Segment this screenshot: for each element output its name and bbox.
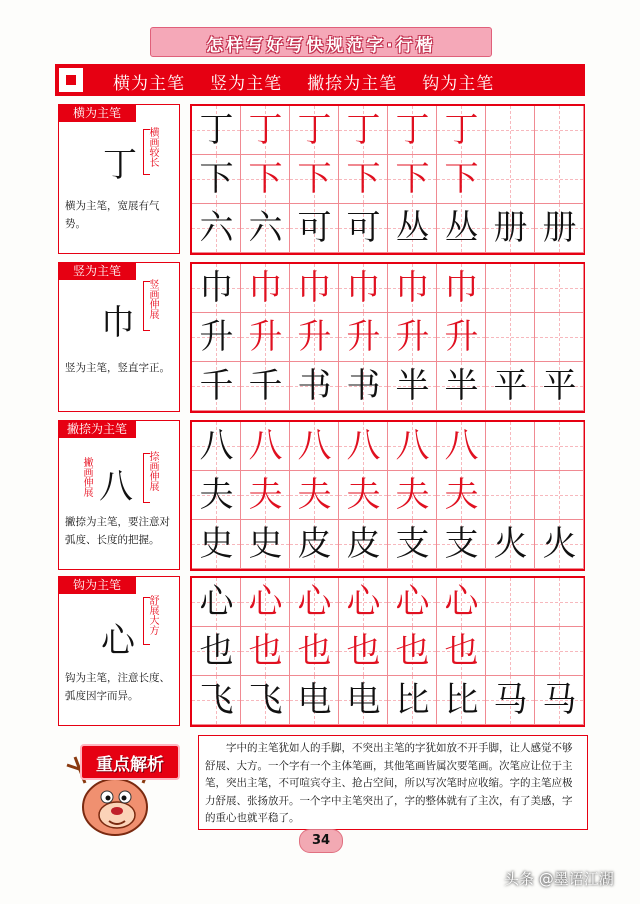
trace-char: 下 (444, 159, 479, 199)
practice-cell (535, 676, 584, 725)
practice-cell (388, 520, 437, 569)
model-char: 皮 (297, 524, 332, 564)
practice-cell (241, 422, 290, 471)
watermark: 头条 @墨语江湖 (504, 870, 614, 888)
section-topic: 撇捺为主笔 (307, 74, 398, 94)
practice-cell (290, 155, 339, 204)
practice-cell (339, 155, 388, 204)
trace-char: 丁 (346, 110, 381, 150)
model-char: 可 (297, 208, 332, 248)
practice-cell (192, 578, 241, 627)
trace-char: 夫 (248, 475, 283, 515)
model-char: 支 (395, 524, 430, 564)
model-char: 马 (542, 680, 577, 720)
practice-cell (486, 155, 535, 204)
square-bullet-icon (59, 68, 83, 92)
practice-cell (535, 106, 584, 155)
practice-cell (437, 471, 486, 520)
model-char: 半 (395, 366, 430, 406)
practice-cell (192, 520, 241, 569)
model-char: 册 (493, 208, 528, 248)
trace-char: 丁 (248, 110, 283, 150)
model-char: 史 (199, 524, 234, 564)
grid-row (192, 422, 583, 471)
section-topic: 钩为主笔 (422, 74, 495, 94)
stroke-note-left: 撇画伸展 (81, 457, 92, 497)
model-char: 飞 (248, 680, 283, 720)
practice-cell (241, 520, 290, 569)
trace-char: 八 (346, 426, 381, 466)
panel-description: 撇捺为主笔，要注意对弧度、长度的把握。 (65, 516, 170, 546)
practice-cell (241, 313, 290, 362)
practice-cell (437, 204, 486, 253)
model-char: 火 (542, 524, 577, 564)
model-char: 巾 (199, 268, 234, 308)
practice-cell (535, 627, 584, 676)
trace-char: 升 (395, 317, 430, 357)
practice-cell (290, 422, 339, 471)
practice-cell (486, 520, 535, 569)
model-char: 飞 (199, 680, 234, 720)
grid-row (192, 676, 583, 725)
practice-grid (190, 262, 585, 413)
trace-char: 心 (346, 582, 381, 622)
practice-cell (290, 264, 339, 313)
model-char: 比 (444, 680, 479, 720)
trace-char: 心 (444, 582, 479, 622)
practice-cell (339, 362, 388, 411)
practice-cell (486, 676, 535, 725)
section-topics (113, 69, 514, 94)
grid-row (192, 264, 583, 313)
grid-row (192, 106, 583, 155)
panel-description: 横为主笔，宽展有气势。 (65, 200, 160, 230)
practice-cell (535, 264, 584, 313)
practice-cell (486, 204, 535, 253)
practice-cell (241, 204, 290, 253)
model-char: 比 (395, 680, 430, 720)
practice-cell (388, 204, 437, 253)
practice-cell (535, 471, 584, 520)
practice-cell (241, 676, 290, 725)
grid-row (192, 627, 583, 676)
model-char: 书 (346, 366, 381, 406)
practice-cell (241, 471, 290, 520)
model-char: 电 (297, 680, 332, 720)
trace-char: 心 (248, 582, 283, 622)
practice-grid (190, 420, 585, 571)
model-char: 六 (248, 208, 283, 248)
trace-char: 丁 (444, 110, 479, 150)
practice-cell (192, 627, 241, 676)
practice-cell (486, 264, 535, 313)
model-char: 千 (199, 366, 234, 406)
panel-description: 钩为主笔，注意长度、弧度因字而异。 (65, 672, 170, 702)
info-panel-sweep (58, 420, 180, 570)
key-analysis-label: 重点解析 (96, 755, 164, 775)
practice-cell (437, 578, 486, 627)
practice-cell (339, 204, 388, 253)
panel-description: 竖为主笔，竖直字正。 (65, 362, 170, 374)
practice-cell (241, 264, 290, 313)
practice-cell (192, 422, 241, 471)
panel-tab: 撇捺为主笔 (58, 420, 136, 438)
practice-cell (535, 155, 584, 204)
model-char: 平 (493, 366, 528, 406)
practice-cell (388, 422, 437, 471)
model-char: 电 (346, 680, 381, 720)
practice-cell (339, 676, 388, 725)
practice-cell (339, 471, 388, 520)
practice-cell (290, 578, 339, 627)
section-topic: 横为主笔 (113, 74, 185, 94)
practice-cell (290, 627, 339, 676)
practice-cell (241, 155, 290, 204)
practice-cell (388, 362, 437, 411)
practice-cell (535, 422, 584, 471)
practice-cell (192, 313, 241, 362)
model-char: 丛 (395, 208, 430, 248)
practice-cell (241, 578, 290, 627)
practice-cell (437, 362, 486, 411)
key-analysis-badge (80, 744, 180, 780)
summary-box (198, 735, 588, 830)
practice-cell (437, 520, 486, 569)
practice-cell (535, 520, 584, 569)
panel-tab: 钩为主笔 (58, 576, 136, 594)
practice-cell (437, 106, 486, 155)
practice-grid (190, 104, 585, 255)
trace-char: 巾 (346, 268, 381, 308)
example-char: 巾 (101, 303, 135, 343)
trace-char: 下 (395, 159, 430, 199)
trace-char: 也 (297, 631, 332, 671)
model-char: 下 (199, 159, 234, 199)
stroke-note: 横画较长 (147, 127, 158, 167)
practice-cell (192, 264, 241, 313)
trace-char: 夫 (297, 475, 332, 515)
practice-grid (190, 576, 585, 727)
example-char: 心 (101, 621, 135, 661)
grid-row (192, 520, 583, 569)
practice-cell (339, 520, 388, 569)
model-char: 也 (199, 631, 234, 671)
trace-char: 升 (346, 317, 381, 357)
practice-cell (535, 578, 584, 627)
example-char: 丁 (103, 145, 137, 185)
practice-cell (486, 313, 535, 362)
grid-row (192, 155, 583, 204)
trace-char: 巾 (297, 268, 332, 308)
stroke-note: 竖画伸展 (147, 279, 158, 319)
model-char: 火 (493, 524, 528, 564)
practice-cell (192, 471, 241, 520)
practice-cell (290, 520, 339, 569)
model-char: 马 (493, 680, 528, 720)
book-title-banner (150, 27, 492, 57)
model-char: 书 (297, 366, 332, 406)
trace-char: 夫 (395, 475, 430, 515)
model-char: 册 (542, 208, 577, 248)
model-char: 半 (444, 366, 479, 406)
trace-char: 丁 (297, 110, 332, 150)
model-char: 丛 (444, 208, 479, 248)
trace-char: 夫 (346, 475, 381, 515)
model-char: 八 (199, 426, 234, 466)
practice-cell (486, 471, 535, 520)
trace-char: 也 (395, 631, 430, 671)
trace-char: 也 (346, 631, 381, 671)
practice-cell (486, 106, 535, 155)
practice-cell (290, 362, 339, 411)
practice-cell (437, 313, 486, 362)
practice-cell (192, 155, 241, 204)
practice-cell (388, 264, 437, 313)
practice-cell (535, 204, 584, 253)
practice-cell (290, 106, 339, 155)
practice-cell (388, 106, 437, 155)
section-header-bar (55, 64, 585, 96)
model-char: 丁 (199, 110, 234, 150)
trace-char: 心 (395, 582, 430, 622)
trace-char: 八 (297, 426, 332, 466)
grid-row (192, 362, 583, 411)
book-title: 怎样写好写快规范字·行楷 (206, 36, 436, 56)
practice-cell (486, 578, 535, 627)
practice-cell (535, 362, 584, 411)
stroke-note: 舒展大方 (147, 595, 158, 635)
trace-char: 巾 (248, 268, 283, 308)
practice-cell (241, 106, 290, 155)
practice-cell (388, 471, 437, 520)
practice-cell (388, 313, 437, 362)
section-topic: 竖为主笔 (210, 74, 283, 94)
practice-cell (388, 627, 437, 676)
practice-cell (339, 578, 388, 627)
panel-tab: 横为主笔 (58, 104, 136, 122)
practice-cell (388, 155, 437, 204)
practice-cell (290, 204, 339, 253)
practice-cell (241, 627, 290, 676)
model-char: 皮 (346, 524, 381, 564)
grid-row (192, 313, 583, 362)
trace-char: 夫 (444, 475, 479, 515)
model-char: 可 (346, 208, 381, 248)
trace-char: 也 (444, 631, 479, 671)
trace-char: 丁 (395, 110, 430, 150)
practice-cell (437, 627, 486, 676)
trace-char: 八 (395, 426, 430, 466)
practice-cell (339, 422, 388, 471)
trace-char: 心 (297, 582, 332, 622)
practice-cell (192, 106, 241, 155)
practice-cell (290, 471, 339, 520)
trace-char: 升 (248, 317, 283, 357)
example-char: 八 (99, 467, 133, 507)
trace-char: 也 (248, 631, 283, 671)
practice-cell (437, 155, 486, 204)
model-char: 升 (199, 317, 234, 357)
trace-char: 巾 (395, 268, 430, 308)
practice-cell (388, 578, 437, 627)
trace-char: 升 (297, 317, 332, 357)
summary-text: 字中的主笔犹如人的手脚，不突出主笔的字犹如放不开手脚，让人感觉不够舒展、大方。一个字有一个主体笔画，其他笔画皆属次要笔画。次笔应让位于主笔，突出主笔，不可喧宾夺主、抢占空间，所以写次笔时应收缩。字的主笔应极力舒展、张扬放开。一个字中主笔突出了，字的整体就有了主次，有了美感，字的重心也就平稳了。 (205, 742, 573, 824)
trace-char: 下 (346, 159, 381, 199)
info-panel-hook (58, 576, 180, 726)
practice-cell (339, 106, 388, 155)
trace-char: 下 (248, 159, 283, 199)
practice-cell (339, 627, 388, 676)
practice-cell (388, 676, 437, 725)
trace-char: 巾 (444, 268, 479, 308)
grid-row (192, 578, 583, 627)
practice-cell (437, 676, 486, 725)
page-number: 34 (299, 829, 343, 853)
model-char: 心 (199, 582, 234, 622)
trace-char: 升 (444, 317, 479, 357)
info-panel-horizontal (58, 104, 180, 254)
practice-cell (486, 362, 535, 411)
practice-cell (437, 422, 486, 471)
practice-cell (339, 264, 388, 313)
trace-char: 八 (444, 426, 479, 466)
practice-cell (486, 627, 535, 676)
model-char: 千 (248, 366, 283, 406)
trace-char: 下 (297, 159, 332, 199)
model-char: 夫 (199, 475, 234, 515)
grid-row (192, 204, 583, 253)
practice-cell (535, 313, 584, 362)
practice-cell (437, 264, 486, 313)
info-panel-vertical (58, 262, 180, 412)
practice-cell (339, 313, 388, 362)
trace-char: 八 (248, 426, 283, 466)
model-char: 史 (248, 524, 283, 564)
practice-cell (192, 362, 241, 411)
practice-cell (290, 676, 339, 725)
practice-cell (486, 422, 535, 471)
model-char: 支 (444, 524, 479, 564)
model-char: 平 (542, 366, 577, 406)
practice-cell (241, 362, 290, 411)
model-char: 六 (199, 208, 234, 248)
stroke-note: 捺画伸展 (147, 451, 158, 491)
practice-cell (192, 204, 241, 253)
practice-cell (290, 313, 339, 362)
panel-tab: 竖为主笔 (58, 262, 136, 280)
practice-cell (192, 676, 241, 725)
grid-row (192, 471, 583, 520)
